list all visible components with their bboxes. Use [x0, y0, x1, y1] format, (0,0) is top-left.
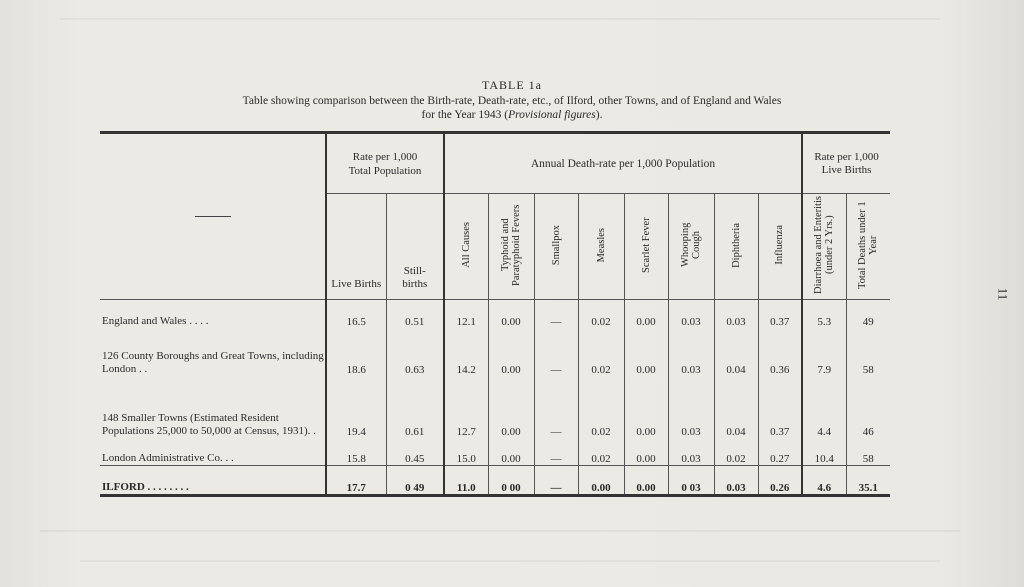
cell: 0.61: [386, 376, 444, 438]
header-still-births: [386, 194, 444, 300]
cell: 14.2: [444, 328, 488, 376]
still-births-label: Still-births: [402, 265, 428, 290]
cell: 5.3: [802, 300, 846, 328]
cell: 0.37: [758, 376, 802, 438]
cell: 0 00: [488, 466, 534, 496]
cell: 0.00: [624, 438, 668, 466]
table-title: TABLE 1a: [481, 78, 543, 92]
cell: 10.4: [802, 438, 846, 466]
live-births-label: Live Births: [331, 278, 382, 290]
cell: 16.5: [326, 300, 386, 328]
cell: 58: [846, 328, 890, 376]
statistics-table: [100, 131, 890, 497]
influenza-label: Influenza: [774, 225, 786, 265]
header-smallpox: [534, 194, 578, 300]
cell: —: [534, 300, 578, 328]
cell: 0.03: [714, 466, 758, 496]
cell: 0.04: [714, 328, 758, 376]
row-label: 148 Smaller Towns (Estimated Resident Populations 25,000 to 50,000 at Census, 1931). .: [102, 411, 316, 437]
header-scarlet: [624, 194, 668, 300]
cell: —: [534, 466, 578, 496]
cell: 0.27: [758, 438, 802, 466]
cell: 12.1: [444, 300, 488, 328]
cell: 0.26: [758, 466, 802, 496]
header-measles: [578, 194, 624, 300]
header-whooping: [668, 194, 714, 300]
cell: 17.7: [326, 466, 386, 496]
cell: 15.0: [444, 438, 488, 466]
cell: 4.6: [802, 466, 846, 496]
cell: 0.03: [714, 300, 758, 328]
table-row: [100, 300, 890, 328]
header-rate-total: Rate per 1,000 Total Population: [326, 133, 444, 194]
cell: 0.03: [668, 328, 714, 376]
header-dash: [195, 216, 231, 217]
cell: 0 49: [386, 466, 444, 496]
header-diphtheria: [714, 194, 758, 300]
table-row: [100, 328, 890, 376]
subtitle-line-2: [0, 108, 1024, 122]
cell: 0 03: [668, 466, 714, 496]
cell: 0.02: [578, 328, 624, 376]
cell: 0.03: [668, 300, 714, 328]
total-deaths-label: Total Deaths under 1 Year: [857, 201, 880, 289]
diarrhoea-label: Diarrhoea and Enteritis (under 2 Yrs.): [813, 196, 836, 294]
cell: 0.02: [578, 438, 624, 466]
page-number: 11: [995, 287, 1011, 301]
header-all-causes: [444, 194, 488, 300]
cell: 0.00: [488, 438, 534, 466]
subtitle-italic: Provisional figures: [508, 109, 596, 121]
cell: 0.00: [624, 376, 668, 438]
cell: 0.03: [668, 438, 714, 466]
header-typhoid: [488, 194, 534, 300]
smallpox-label: Smallpox: [550, 224, 562, 266]
table-row: [100, 376, 890, 438]
cell: 0.00: [624, 466, 668, 496]
subtitle-suffix: ).: [595, 109, 603, 121]
blank-header: [100, 133, 326, 300]
header-diarrhoea: [802, 194, 846, 300]
cell: 18.6: [326, 328, 386, 376]
cell: 19.4: [326, 376, 386, 438]
cell: 0.45: [386, 438, 444, 466]
typhoid-label: Typhoid and Paratyphoid Fevers: [500, 204, 522, 286]
cell: 0.00: [488, 376, 534, 438]
cell: 0.00: [624, 300, 668, 328]
cell: 0.02: [578, 300, 624, 328]
cell: 0.00: [578, 466, 624, 496]
header-annual-death: Annual Death-rate per 1,000 Population: [444, 133, 802, 194]
cell: 11.0: [444, 466, 488, 496]
cell: 0.36: [758, 328, 802, 376]
header-rate-live: Rate per 1,000 Live Births: [802, 133, 890, 194]
header-live-births: [326, 194, 386, 300]
cell: 0.00: [624, 328, 668, 376]
row-label: 126 County Boroughs and Great Towns, including London . .: [102, 349, 324, 375]
cell: 7.9: [802, 328, 846, 376]
cell: —: [534, 438, 578, 466]
cell: 0.37: [758, 300, 802, 328]
cell: 15.8: [326, 438, 386, 466]
row-label: England and Wales . . . .: [102, 314, 209, 327]
cell: —: [534, 376, 578, 438]
cell: 4.4: [802, 376, 846, 438]
all-causes-label: All Causes: [460, 222, 472, 268]
cell: 58: [846, 438, 890, 466]
cell: 0.00: [488, 300, 534, 328]
table-row: [100, 438, 890, 466]
cell: 46: [846, 376, 890, 438]
row-label: London Administrative Co. . .: [102, 452, 234, 464]
cell: 0.04: [714, 376, 758, 438]
header-influenza: [758, 194, 802, 300]
row-label: ILFORD . . . . . . . .: [100, 466, 326, 496]
table-row-ilford: [100, 466, 890, 496]
cell: 0.63: [386, 328, 444, 376]
cell: 0.51: [386, 300, 444, 328]
cell: 49: [846, 300, 890, 328]
header-total-deaths: [846, 194, 890, 300]
cell: 0.02: [578, 376, 624, 438]
cell: 0.03: [668, 376, 714, 438]
subtitle-prefix: for the Year 1943 (: [421, 109, 509, 121]
measles-label: Measles: [595, 227, 607, 263]
diphtheria-label: Diphtheria: [730, 222, 742, 268]
cell: 0.02: [714, 438, 758, 466]
cell: 0.00: [488, 328, 534, 376]
subtitle-line-1: Table showing comparison between the Birth-rate, Death-rate, etc., of Ilford, other Towns, and of England and Wales: [242, 95, 782, 107]
cell: —: [534, 328, 578, 376]
cell: 35.1: [846, 466, 890, 496]
cell: 12.7: [444, 376, 488, 438]
whooping-label: Whooping Cough: [680, 222, 702, 268]
table-subtitle: [0, 94, 1024, 122]
scarlet-label: Scarlet Fever: [640, 217, 652, 273]
